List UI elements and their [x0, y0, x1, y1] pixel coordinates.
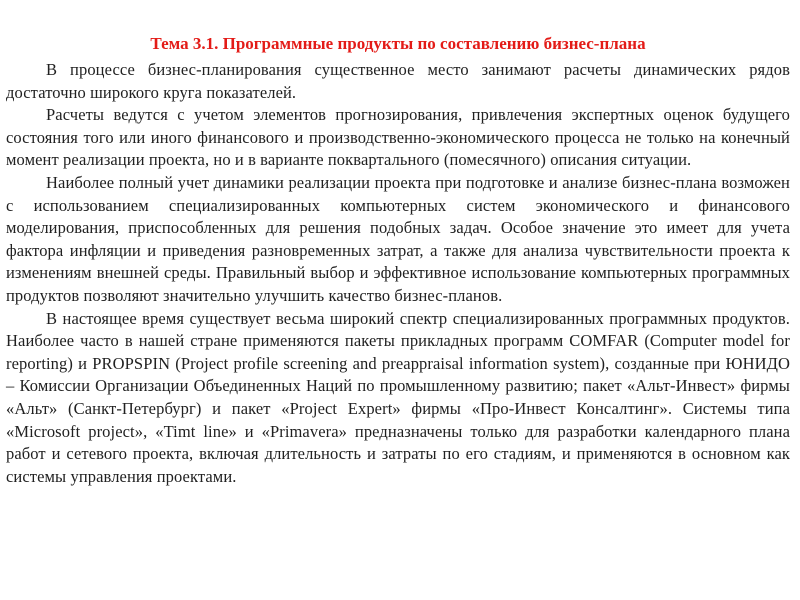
slide-body	[6, 59, 790, 488]
paragraph: В настоящее время существует весьма широкий спектр специализированных программных продуктов. Наиболее часто в нашей стране применяются пакеты прикладных программ COMFAR (Computer model for reporting) и PROPSPIN (Project profile screening and preappraisal information system), созданные при ЮНИДО – Комиссии Организации Объединенных Наций по промышленному развитию; пакет «Альт-Инвест» фирмы «Альт» (Санкт-Петербург) и пакет «Project Expert» фирмы «Про-Инвест Консалтинг». Системы типа «Microsoft project», «Timt line» и «Primavera» предназначены только для разработки календарного плана работ и сетевого проекта, включая длительность и затраты по его стадиям, и применяются в основном как системы управления проектами.	[6, 308, 790, 486]
slide-title: Тема 3.1. Программные продукты по составлению бизнес-плана	[150, 34, 646, 53]
paragraph: Наиболее полный учет динамики реализации проекта при подготовке и анализе бизнес-плана возможен с использованием специализированных компьютерных систем экономического и финансового моделирования, приспособленных для решения подобных задач. Особое значение это имеет для учета фактора инфляции и приведения разновременных затрат, а также для анализа чувствительности проекта к изменениям внешней среды. Правильный выбор и эффективное использование компьютерных программных продуктов позволяют значительно улучшить качество бизнес-планов.	[6, 172, 790, 305]
paragraph: В процессе бизнес-планирования существенное место занимают расчеты динамических рядов достаточно широкого круга показателей.	[6, 60, 790, 102]
paragraph: Расчеты ведутся с учетом элементов прогнозирования, привлечения экспертных оценок будущего состояния того или иного финансового и производственно-экономического процесса не только на конечный момент реализации проекта, но и в варианте поквартального (помесячного) описания ситуации.	[6, 105, 790, 170]
